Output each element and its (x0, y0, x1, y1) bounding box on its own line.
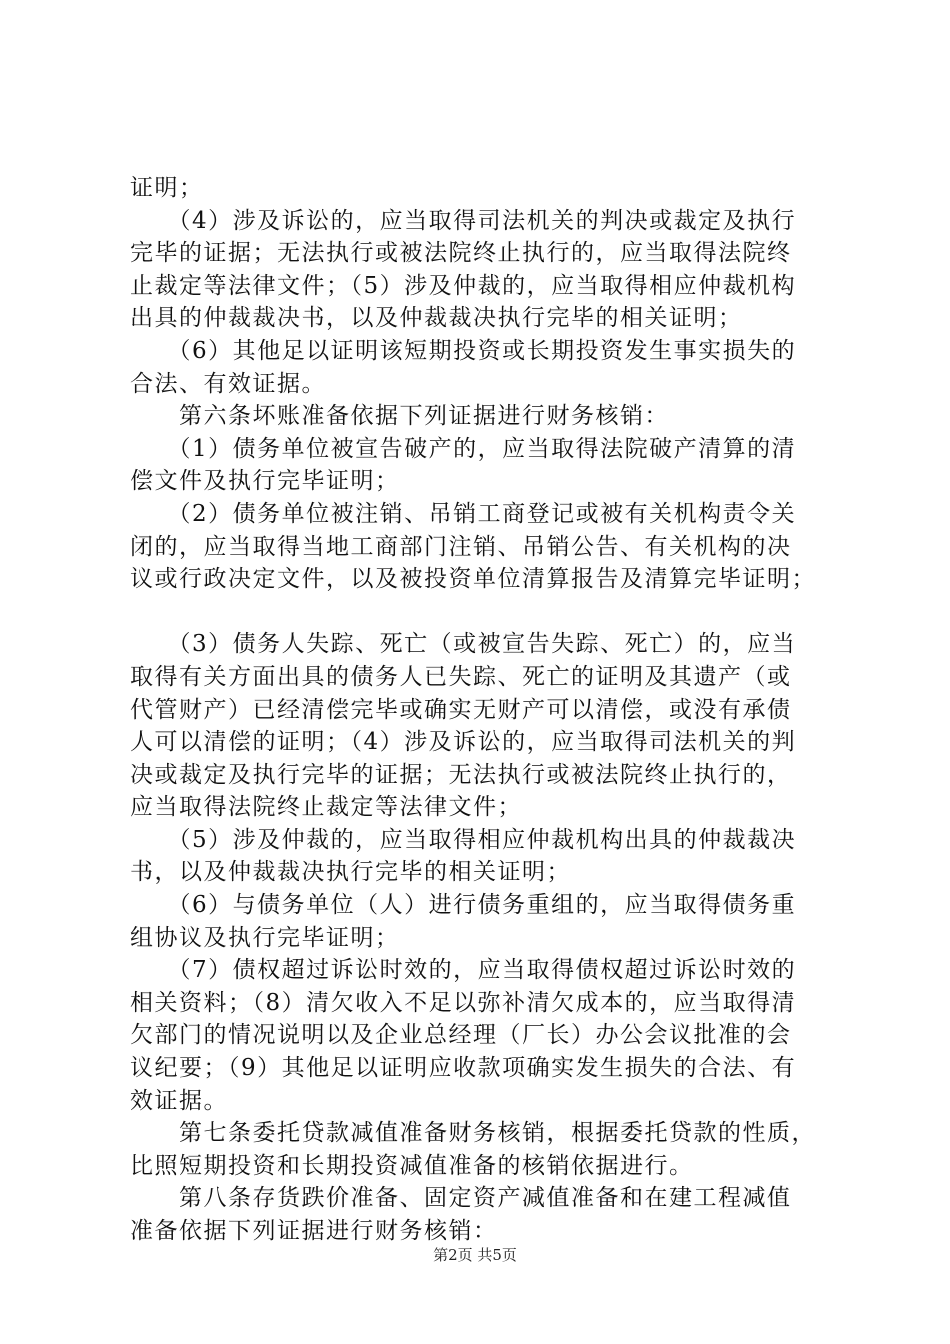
paragraph-group-2 (130, 628, 842, 1247)
page-footer: 第2页 共5页 (433, 1246, 517, 1264)
text-line: 欠部门的情况说明以及企业总经理（厂长）办公会议批准的会 (130, 1022, 792, 1049)
text-line: 书，以及仲裁裁决执行完毕的相关证明； (130, 859, 571, 886)
paragraph-gap (130, 596, 842, 629)
text-line: 效证据。 (130, 1087, 228, 1114)
text-line: 止裁定等法律文件；（5）涉及仲裁的，应当取得相应仲裁机构 (130, 272, 797, 299)
text-line: 证明； (130, 175, 204, 201)
text-line: 闭的，应当取得当地工商部门注销、吊销公告、有关机构的决 (130, 533, 792, 560)
text-line: 偿文件及执行完毕证明； (130, 468, 400, 495)
text-line: （4）涉及诉讼的，应当取得司法机关的判决或裁定及执行 (130, 207, 797, 234)
text-line: 组协议及执行完毕证明； (130, 924, 400, 951)
text-line: （5）涉及仲裁的，应当取得相应仲裁机构出具的仲裁裁决 (130, 826, 797, 853)
text-line: （2）债务单位被注销、吊销工商登记或被有关机构责令关 (130, 500, 797, 527)
text-line: 第六条坏账准备依据下列证据进行财务核销： (130, 403, 669, 430)
text-line: 应当取得法院终止裁定等法律文件； (130, 794, 522, 821)
text-line: （7）债权超过诉讼时效的，应当取得债权超过诉讼时效的 (130, 957, 797, 984)
text-line: 代管财产）已经清偿完毕或确实无财产可以清偿，或没有承债 (130, 696, 792, 723)
text-line: 议纪要；（9）其他足以证明应收款项确实发生损失的合法、有 (130, 1055, 797, 1082)
text-line: 准备依据下列证据进行财务核销： (130, 1218, 498, 1244)
text-line: 人可以清偿的证明；（4）涉及诉讼的，应当取得司法机关的判 (130, 729, 797, 756)
text-line: 相关资料；（8）清欠收入不足以弥补清欠成本的，应当取得清 (130, 989, 797, 1016)
text-line: （1）债务单位被宣告破产的，应当取得法院破产清算的清 (130, 435, 797, 462)
text-line: 合法、有效证据。 (130, 370, 326, 397)
text-line: （3）债务人失踪、死亡（或被宣告失踪、死亡）的，应当 (130, 631, 797, 658)
text-line: （6）与债务单位（人）进行债务重组的，应当取得债务重 (130, 892, 797, 919)
text-line: 比照短期投资和长期投资减值准备的核销依据进行。 (130, 1152, 694, 1179)
text-line: 出具的仲裁裁决书，以及仲裁裁决执行完毕的相关证明； (130, 305, 743, 332)
text-line: （6）其他足以证明该短期投资或长期投资发生事实损失的 (130, 337, 797, 364)
text-line: 第七条委托贷款减值准备财务核销，根据委托贷款的性质， (130, 1120, 816, 1147)
text-line: 议或行政决定文件，以及被投资单位清算报告及清算完毕证明； (130, 566, 816, 593)
text-line: 第八条存货跌价准备、固定资产减值准备和在建工程减值 (130, 1185, 792, 1212)
paragraph-group-1 (130, 172, 842, 596)
text-line: 取得有关方面出具的债务人已失踪、死亡的证明及其遗产（或 (130, 663, 792, 690)
text-line: 完毕的证据；无法执行或被法院终止执行的，应当取得法院终 (130, 240, 792, 267)
text-line: 决或裁定及执行完毕的证据；无法执行或被法院终止执行的， (130, 761, 792, 788)
body-text (130, 172, 842, 1248)
